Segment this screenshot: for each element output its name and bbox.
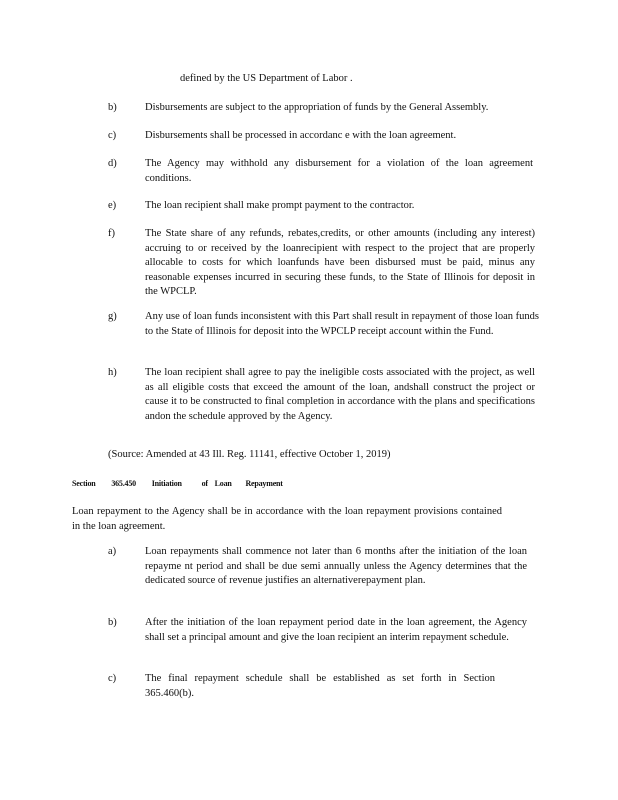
item2-a-text: Loan repayments shall commence not later than 6 months after the initiation of the loan repayme nt period and shall be due semi annually unless the Agency determines that the dedicated source of revenue justifies an alternativerepayment plan. — [145, 546, 527, 587]
item-b-label: b) — [108, 102, 117, 113]
section-intro: Loan repayment to the Agency shall be in accordance with the loan repayment provisions contained in the loan agreement. — [72, 506, 502, 532]
item-h-label: h) — [108, 367, 117, 378]
item-c-label: c) — [108, 130, 117, 141]
section-heading — [72, 479, 283, 488]
section-title-word-3: Loan — [214, 479, 232, 488]
item2-a-label: a) — [108, 546, 117, 557]
section-number: 365.450 — [111, 479, 136, 488]
item2-c-text: The final repayment schedule shall be established as set forth in Section 365.460(b). — [145, 673, 495, 699]
item-g-label: g) — [108, 311, 117, 322]
item-f-label: f) — [108, 228, 115, 239]
item-g-text: Any use of loan funds inconsistent with this Part shall result in repayment of those loan funds to the State of Illinois for deposit into the WPCLP receipt account within the Fund. — [145, 311, 539, 337]
section-title-word-1: Initiation — [151, 479, 182, 488]
item-d-text: The Agency may withhold any disbursement for a violation of the loan agreement conditions. — [145, 158, 533, 184]
source-note: (Source: Amended at 43 Ill. Reg. 11141, effective October 1, 2019) — [108, 449, 391, 460]
section-word: Section — [72, 479, 96, 488]
item-f-text: The State share of any refunds, rebates,credits, or other amounts (including any interest) accruing to or received by the loanrecipient with respect to the project that are properly allocable to costs for which loanfunds have been disbursed must be paid, minus any reasonable expenses incurred in securing these funds, to the State of Illinois for deposit in the WPCLP. — [145, 228, 535, 298]
item-b-text: Disbursements are subject to the appropriation of funds by the General Assembly. — [145, 102, 489, 113]
continuation-line: defined by the US Department of Labor . — [180, 73, 353, 84]
section-title-word-4: Repayment — [245, 479, 283, 488]
item-e-label: e) — [108, 200, 117, 211]
item-c-text: Disbursements shall be processed in accordanc e with the loan agreement. — [145, 130, 457, 141]
item2-b-text: After the initiation of the loan repayment period date in the loan agreement, the Agency shall set a principal amount and give the loan recipient an interim repayment schedule. — [145, 617, 527, 643]
item2-b-label: b) — [108, 617, 117, 628]
item-d-label: d) — [108, 158, 117, 169]
item-e-text: The loan recipient shall make prompt payment to the contractor. — [145, 200, 415, 211]
item2-c-label: c) — [108, 673, 117, 684]
section-title-word-2: of — [201, 479, 208, 488]
item-h-text: The loan recipient shall agree to pay the ineligible costs associated with the project, as well as all eligible costs that exceed the amount of the loan, andshall construct the project or cause it to be constructed to final completion in accordance with the plans and specifications andon the schedule approved by the Agency. — [145, 367, 535, 422]
